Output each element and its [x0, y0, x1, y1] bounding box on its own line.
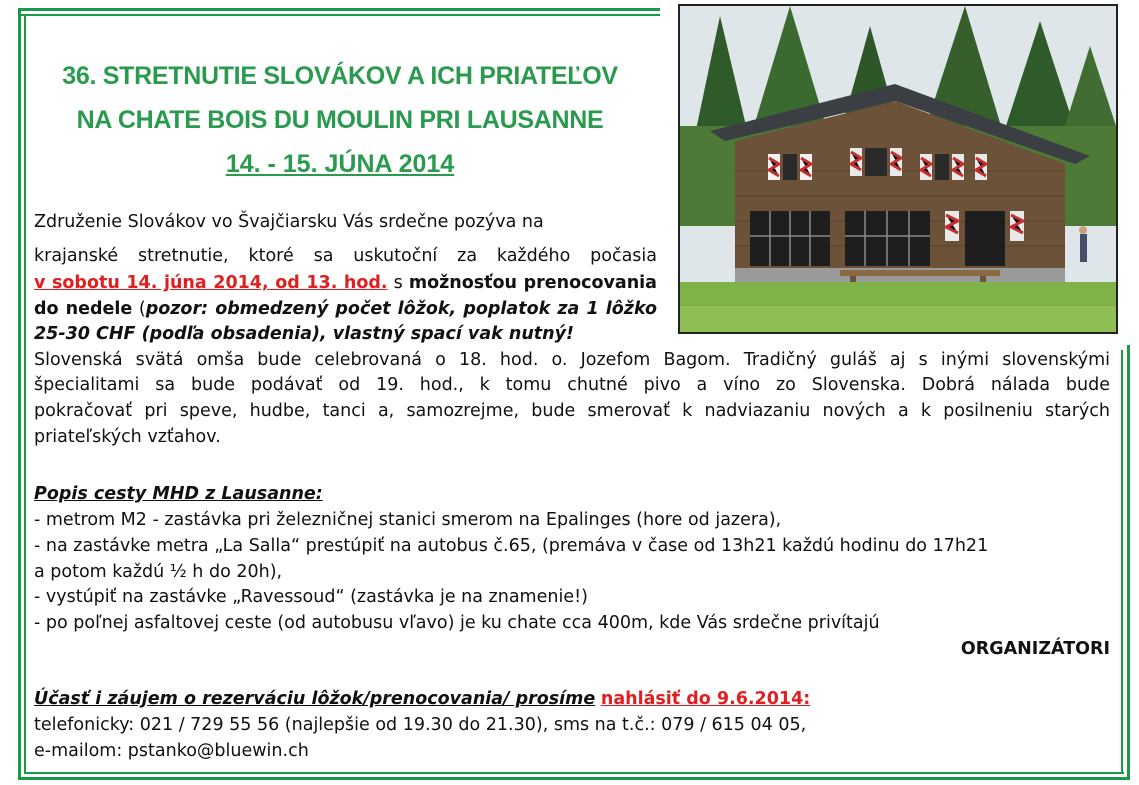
paren-open: ( [138, 299, 146, 319]
body-line-3: pokračovať pri speve, hudbe, tanci a, samozrejme, bude smerovať k nadviazaniu nových a k posilneniu starých [34, 401, 1110, 421]
frame-right-line [1127, 345, 1130, 780]
reservation-phone: telefonicky: 021 / 729 55 56 (najlepšie od 19.30 do 21.30), sms na t.č.: 079 / 615 04 05, [34, 715, 807, 735]
directions-step-2: - na zastávke metra „La Salla“ prestúpiť na autobus č.65, (premáva v čase od 13h21 každú hodinu do 17h21 [34, 536, 989, 556]
directions-step-2-cont: a potom každú ½ h do 20h), [34, 562, 283, 582]
directions-step-1: - metrom M2 - zastávka pri železničnej stanici smerom na Epalinges (hore od jazera), [34, 510, 782, 530]
directions-step-3: - vystúpiť na zastávke „Ravessoud“ (zastávka je na znamenie!) [34, 587, 588, 607]
body-line-4: priateľských vzťahov. [34, 427, 221, 447]
intro-line-1: Združenie Slovákov vo Švajčiarsku Vás srdečne pozýva na [34, 212, 544, 232]
event-date-time: v sobotu 14. júna 2014, od 13. hod. [34, 273, 388, 293]
directions-heading: Popis cesty MHD z Lausanne: [34, 484, 323, 504]
title-line-1: 36. STRETNUTIE SLOVÁKOV A ICH PRIATEĽOV [62, 62, 618, 90]
word-s: s [393, 273, 403, 293]
chalet-photo [678, 4, 1118, 334]
intro-line-3 [34, 271, 657, 296]
title-date-wrap [20, 150, 660, 179]
frame-top-line-inner [18, 14, 660, 16]
body-line-1: Slovenská svätá omša bude celebrovaná o 18. hod. o. Jozefom Bagom. Tradičný guláš aj s inými slovenskými [34, 350, 1110, 370]
reservation-email: e-mailom: pstanko@bluewin.ch [34, 741, 309, 761]
directions-step-4: - po poľnej asfaltovej ceste (od autobusu vľavo) je ku chate cca 400m, kde Vás srdečne privítajú [34, 613, 880, 633]
organizers-signature: ORGANIZÁTORI [960, 639, 1110, 659]
until-sunday: do nedele [34, 299, 133, 319]
capacity-note: pozor: obmedzený počet lôžok, poplatok za 1 lôžko [145, 299, 657, 319]
chalet-illustration [680, 6, 1116, 332]
title-date: 14. - 15. JÚNA 2014 [225, 150, 455, 178]
reservation-heading-line [34, 687, 810, 712]
frame-top-line [18, 8, 660, 11]
frame-right-line-inner [1121, 350, 1123, 774]
reservation-deadline: nahlásiť do 9.6.2014: [600, 689, 811, 709]
intro-line-2: krajanské stretnutie, ktoré sa uskutoční za každého počasia [34, 246, 657, 266]
overnight-possibility: možnosťou prenocovania [408, 273, 657, 293]
frame-bottom-line [18, 777, 1130, 780]
title-line-2: NA CHATE BOIS DU MOULIN PRI LAUSANNE [76, 106, 604, 134]
intro-line-4 [34, 297, 657, 322]
body-line-2: špecialitami sa bude podávať od 19. hod., k tomu chutné pivo a víno zo Slovenska. Dobrá nálada bude [34, 375, 1110, 395]
reservation-heading: Účasť i záujem o rezerváciu lôžok/prenocovania/ prosíme [34, 689, 596, 709]
frame-bottom-line-inner [24, 772, 1124, 774]
intro-line-5: 25-30 CHF (podľa obsadenia), vlastný spací vak nutný! [34, 324, 574, 344]
